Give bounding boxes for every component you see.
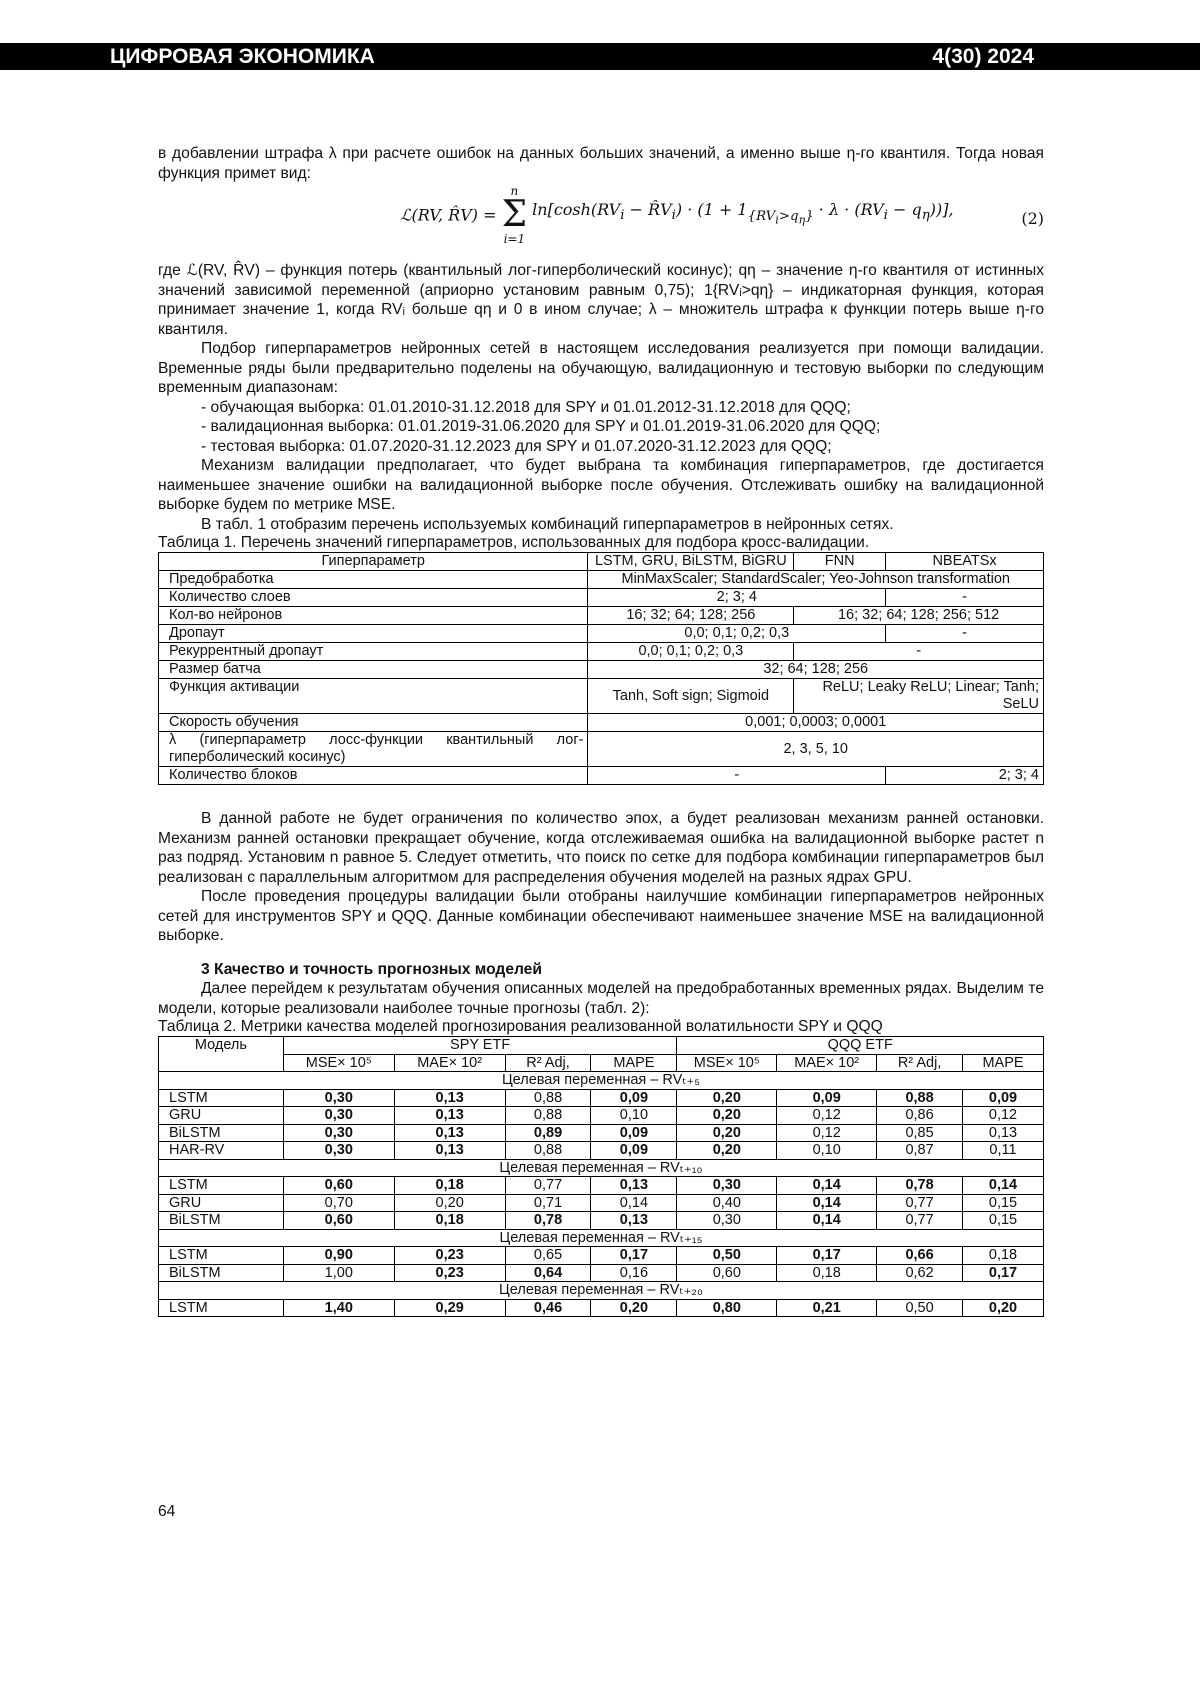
metric-cell: 0,88 <box>505 1107 591 1125</box>
table-header-cell: LSTM, GRU, BiLSTM, BiGRU <box>588 553 794 571</box>
table-row <box>159 767 1044 785</box>
metric-cell: 0,10 <box>777 1142 877 1160</box>
metric-cell: 0,71 <box>505 1194 591 1212</box>
model-name-cell: BiLSTM <box>159 1124 284 1142</box>
metric-cell: 0,18 <box>394 1177 505 1195</box>
table-row <box>159 1089 1044 1107</box>
metric-cell: 0,86 <box>877 1107 963 1125</box>
metric-cell: 0,09 <box>591 1142 677 1160</box>
table-header-cell: SPY ETF <box>283 1037 677 1055</box>
hyperparameter-table <box>158 552 1044 785</box>
table-header-cell: MAPE <box>963 1054 1044 1072</box>
metric-cell: 0,09 <box>963 1089 1044 1107</box>
metric-cell: 0,13 <box>591 1212 677 1230</box>
metric-cell: 0,20 <box>677 1089 777 1107</box>
metrics-table <box>158 1036 1044 1317</box>
table-cell: - <box>794 643 1044 661</box>
metric-cell: 0,13 <box>394 1124 505 1142</box>
table-header-cell: MAPE <box>591 1054 677 1072</box>
table-row <box>159 714 1044 732</box>
table-row <box>159 571 1044 589</box>
table-header-cell: R² Adj, <box>505 1054 591 1072</box>
paragraph-table-ref: В табл. 1 отобразим перечень используемых комбинаций гиперпараметров в нейронных сетях. <box>201 515 894 533</box>
list-item-train: - обучающая выборка: 01.01.2010-31.12.2018 для SPY и 01.01.2012-31.12.2018 для QQQ; <box>201 398 851 416</box>
table-header-cell: MSE× 10⁵ <box>677 1054 777 1072</box>
paragraph-results: Далее перейдем к результатам обучения описанных моделей на предобработанных временных рядах. Выделим те модели, которые реализовали наиболее точные прогнозы (табл. 2): <box>158 980 1044 1017</box>
table-row <box>159 1054 1044 1072</box>
table-cell: MinMaxScaler; StandardScaler; Yeo-Johnson transformation <box>588 571 1044 589</box>
table-section-title: Целевая переменная – RVₜ₊₁₅ <box>159 1229 1044 1247</box>
table-cell: 16; 32; 64; 128; 256; 512 <box>794 607 1044 625</box>
metric-cell: 0,12 <box>777 1124 877 1142</box>
metric-cell: 0,20 <box>963 1299 1044 1317</box>
table-row <box>159 1212 1044 1230</box>
metric-cell: 0,85 <box>877 1124 963 1142</box>
metric-cell: 0,30 <box>283 1089 394 1107</box>
metric-cell: 0,14 <box>777 1194 877 1212</box>
metric-cell: 0,40 <box>677 1194 777 1212</box>
sum-upper-limit: n <box>510 184 519 198</box>
metrics-table-body <box>159 1072 1044 1317</box>
journal-title: ЦИФРОВАЯ ЭКОНОМИКА <box>110 45 375 68</box>
paragraph-tuning: Подбор гиперпараметров нейронных сетей в настоящем исследования реализуется при помощи валидации. Временные ряды были предварительно поделены на обучающую, валидационную и тестовую выборки по следующим временным диапазонам: <box>158 340 1044 396</box>
table-row <box>159 1194 1044 1212</box>
table-cell: 0,001; 0,0003; 0,0001 <box>588 714 1044 732</box>
metric-cell: 0,77 <box>505 1177 591 1195</box>
metric-cell: 0,11 <box>963 1142 1044 1160</box>
table-row <box>159 1037 1044 1055</box>
section-heading: 3 Качество и точность прогнозных моделей <box>201 960 542 978</box>
table-row <box>159 625 1044 643</box>
metric-cell: 0,30 <box>283 1107 394 1125</box>
table-header-cell: Модель <box>159 1037 284 1072</box>
metric-cell: 0,15 <box>963 1212 1044 1230</box>
metric-cell: 0,15 <box>963 1194 1044 1212</box>
table-row <box>159 589 1044 607</box>
metric-cell: 0,77 <box>877 1194 963 1212</box>
table-cell: Количество блоков <box>159 767 588 785</box>
metric-cell: 0,23 <box>394 1264 505 1282</box>
paragraph-best-combos: После проведения процедуры валидации были отобраны наилучшие комбинации гиперпараметров нейронных сетей для инструментов SPY и QQQ. Данные комбинации обеспечивают наименьшее значение MSE на валидационной выборке. <box>158 888 1044 944</box>
table-section-row <box>159 1282 1044 1300</box>
table-row <box>159 661 1044 679</box>
table-header-cell: QQQ ETF <box>677 1037 1044 1055</box>
list-item-test: - тестовая выборка: 01.07.2020-31.12.2023 для SPY и 01.07.2020-31.12.2023 для QQQ; <box>201 437 832 455</box>
table-section-title: Целевая переменная – RVₜ₊₂₀ <box>159 1282 1044 1300</box>
metric-cell: 0,62 <box>877 1264 963 1282</box>
sum-lower-limit: i=1 <box>503 232 526 246</box>
table-cell: 0,0; 0,1; 0,2; 0,3 <box>588 643 794 661</box>
model-name-cell: LSTM <box>159 1299 284 1317</box>
table-section-row <box>159 1159 1044 1177</box>
table-header-cell: MAE× 10² <box>777 1054 877 1072</box>
table-cell: Tanh, Soft sign; Sigmoid <box>588 679 794 714</box>
metric-cell: 0,20 <box>677 1124 777 1142</box>
metric-cell: 0,78 <box>877 1177 963 1195</box>
metric-cell: 0,88 <box>877 1089 963 1107</box>
metric-cell: 0,66 <box>877 1247 963 1265</box>
metric-cell: 0,14 <box>591 1194 677 1212</box>
model-name-cell: LSTM <box>159 1089 284 1107</box>
table-row <box>159 607 1044 625</box>
metric-cell: 0,30 <box>677 1177 777 1195</box>
metric-cell: 0,30 <box>677 1212 777 1230</box>
formula-number: (2) <box>1021 209 1044 228</box>
table-row <box>159 1142 1044 1160</box>
metric-cell: 0,16 <box>591 1264 677 1282</box>
metric-cell: 0,12 <box>777 1107 877 1125</box>
table-cell: 32; 64; 128; 256 <box>588 661 1044 679</box>
table-cell: Кол-во нейронов <box>159 607 588 625</box>
metric-cell: 0,14 <box>777 1212 877 1230</box>
table-section-title: Целевая переменная – RVₜ₊₁₀ <box>159 1159 1044 1177</box>
formula-2 <box>158 185 1044 261</box>
metric-cell: 0,87 <box>877 1142 963 1160</box>
metric-cell: 0,10 <box>591 1107 677 1125</box>
page-body <box>158 144 1044 1317</box>
table-section-title: Целевая переменная – RVₜ₊₅ <box>159 1072 1044 1090</box>
metric-cell: 0,77 <box>877 1212 963 1230</box>
issue-number: 4(30) 2024 <box>932 45 1034 68</box>
metric-cell: 0,13 <box>394 1107 505 1125</box>
table-header-cell: FNN <box>794 553 886 571</box>
page-header <box>0 43 1200 70</box>
metric-cell: 0,70 <box>283 1194 394 1212</box>
table-cell: λ (гиперпараметр лосс-функции квантильный лог-гиперболический косинус) <box>159 732 588 767</box>
table-cell: 16; 32; 64; 128; 256 <box>588 607 794 625</box>
metric-cell: 0,18 <box>777 1264 877 1282</box>
model-name-cell: LSTM <box>159 1177 284 1195</box>
metric-cell: 0,78 <box>505 1212 591 1230</box>
metric-cell: 0,12 <box>963 1107 1044 1125</box>
model-name-cell: GRU <box>159 1194 284 1212</box>
metric-cell: 0,17 <box>963 1264 1044 1282</box>
metric-cell: 0,09 <box>591 1089 677 1107</box>
table-header-cell: MSE× 10⁵ <box>283 1054 394 1072</box>
sum-symbol: n Σ i=1 <box>501 184 528 246</box>
table-row <box>159 679 1044 714</box>
metric-cell: 0,20 <box>677 1142 777 1160</box>
table-cell: ReLU; Leaky ReLU; Linear; Tanh; SeLU <box>794 679 1044 714</box>
metric-cell: 0,17 <box>591 1247 677 1265</box>
table-row <box>159 1247 1044 1265</box>
table-cell: Функция активации <box>159 679 588 714</box>
model-name-cell: GRU <box>159 1107 284 1125</box>
table-cell: Размер батча <box>159 661 588 679</box>
metric-cell: 0,21 <box>777 1299 877 1317</box>
paragraph-intro: в добавлении штрафа λ при расчете ошибок на данных больших значений, а именно выше η-го квантиля. Тогда новая функция примет вид: <box>158 145 1044 182</box>
metric-cell: 0,90 <box>283 1247 394 1265</box>
metric-cell: 0,60 <box>677 1264 777 1282</box>
metric-cell: 0,50 <box>677 1247 777 1265</box>
table-cell: Дропаут <box>159 625 588 643</box>
list-item-validation: - валидационная выборка: 01.01.2019-31.06.2020 для SPY и 01.01.2019-31.06.2020 для QQQ; <box>201 418 881 435</box>
metric-cell: 0,14 <box>963 1177 1044 1195</box>
table-cell: Рекуррентный дропаут <box>159 643 588 661</box>
metric-cell: 0,18 <box>963 1247 1044 1265</box>
metric-cell: 0,13 <box>963 1124 1044 1142</box>
metric-cell: 0,64 <box>505 1264 591 1282</box>
table-header-cell: Гиперпараметр <box>159 553 588 571</box>
metric-cell: 0,80 <box>677 1299 777 1317</box>
table-cell: Количество слоев <box>159 589 588 607</box>
table1-caption: Таблица 1. Перечень значений гиперпараметров, использованных для подбора кросс-валидации. <box>158 534 870 551</box>
metric-cell: 0,14 <box>777 1177 877 1195</box>
metric-cell: 0,09 <box>777 1089 877 1107</box>
table-row <box>159 1264 1044 1282</box>
metric-cell: 1,40 <box>283 1299 394 1317</box>
table-row <box>159 1177 1044 1195</box>
page-number: 64 <box>158 1503 176 1520</box>
metric-cell: 0,20 <box>591 1299 677 1317</box>
table-cell: - <box>886 589 1044 607</box>
table-section-row <box>159 1072 1044 1090</box>
metric-cell: 0,30 <box>283 1124 394 1142</box>
formula-body: ℒ(RV, R̂V) = n Σ i=1 $\ln[\cosh(RV_i$ − $R̂V_i) \cdot (1 + 1_{\{RV_i>q_\eta\}} \cdot \lambda \cdot (RV_i - q_\eta))$], <box>400 184 954 246</box>
metric-cell: 0,20 <box>677 1107 777 1125</box>
table-row <box>159 1124 1044 1142</box>
model-name-cell: BiLSTM <box>159 1212 284 1230</box>
metric-cell: 0,13 <box>394 1089 505 1107</box>
table2-caption: Таблица 2. Метрики качества моделей прогнозирования реализованной волатильности SPY и QQQ <box>158 1018 883 1035</box>
metric-cell: 0,65 <box>505 1247 591 1265</box>
metric-cell: 0,30 <box>283 1142 394 1160</box>
metric-cell: 0,89 <box>505 1124 591 1142</box>
metric-cell: 0,17 <box>777 1247 877 1265</box>
table-row <box>159 1299 1044 1317</box>
paragraph-where: где ℒ(RV, R̂V) – функция потерь (квантильный лог-гиперболический косинус); qη – значение η-го квантиля от истинных значений зависимой переменной (априорно установим равным 0,75); 1{RVᵢ>qη} – индикаторная функция, которая принимает значение 1, когда RVᵢ больше qη и 0 в ином случае; λ – множитель штрафа к функции потерь выше η-го квантиля. <box>158 262 1044 338</box>
table-cell: Предобработка <box>159 571 588 589</box>
model-name-cell: BiLSTM <box>159 1264 284 1282</box>
metric-cell: 0,09 <box>591 1124 677 1142</box>
model-name-cell: LSTM <box>159 1247 284 1265</box>
table-row <box>159 732 1044 767</box>
table-row <box>159 553 1044 571</box>
table-row <box>159 1107 1044 1125</box>
metric-cell: 0,50 <box>877 1299 963 1317</box>
table-header-cell: NBEATSx <box>886 553 1044 571</box>
metric-cell: 0,60 <box>283 1212 394 1230</box>
table-cell: 2, 3, 5, 10 <box>588 732 1044 767</box>
metric-cell: 0,23 <box>394 1247 505 1265</box>
model-name-cell: HAR-RV <box>159 1142 284 1160</box>
metric-cell: 0,20 <box>394 1194 505 1212</box>
metric-cell: 1,00 <box>283 1264 394 1282</box>
paragraph-validation: Механизм валидации предполагает, что будет выбрана та комбинация гиперпараметров, где достигается наименьшее значение ошибки на валидационной выборке после обучения. Отслеживать ошибку на валидационной выборке будем по метрике MSE. <box>158 457 1044 513</box>
metric-cell: 0,46 <box>505 1299 591 1317</box>
table-cell: 0,0; 0,1; 0,2; 0,3 <box>588 625 886 643</box>
table-cell: 2; 3; 4 <box>588 589 886 607</box>
table-cell: - <box>886 625 1044 643</box>
table-header-cell: MAE× 10² <box>394 1054 505 1072</box>
metric-cell: 0,13 <box>591 1177 677 1195</box>
metric-cell: 0,18 <box>394 1212 505 1230</box>
table-row <box>159 643 1044 661</box>
table-cell: - <box>588 767 886 785</box>
table-header-cell: R² Adj, <box>877 1054 963 1072</box>
paragraph-early-stopping: В данной работе не будет ограничения по количество эпох, а будет реализован механизм ранней остановки. Механизм ранней остановки прекращает обучение, когда отслеживаемая ошибка на валидационной выборке растет n раз подряд. Установим n равное 5. Следует отметить, что поиск по сетке для подбора комбинации гиперпараметров был реализован с параллельным алгоритмом для распределения обучения моделей на разных ядрах GPU. <box>158 810 1044 886</box>
table-cell: 2; 3; 4 <box>886 767 1044 785</box>
metric-cell: 0,29 <box>394 1299 505 1317</box>
metric-cell: 0,60 <box>283 1177 394 1195</box>
metric-cell: 0,88 <box>505 1089 591 1107</box>
table-cell: Скорость обучения <box>159 714 588 732</box>
metric-cell: 0,13 <box>394 1142 505 1160</box>
table-section-row <box>159 1229 1044 1247</box>
metric-cell: 0,88 <box>505 1142 591 1160</box>
